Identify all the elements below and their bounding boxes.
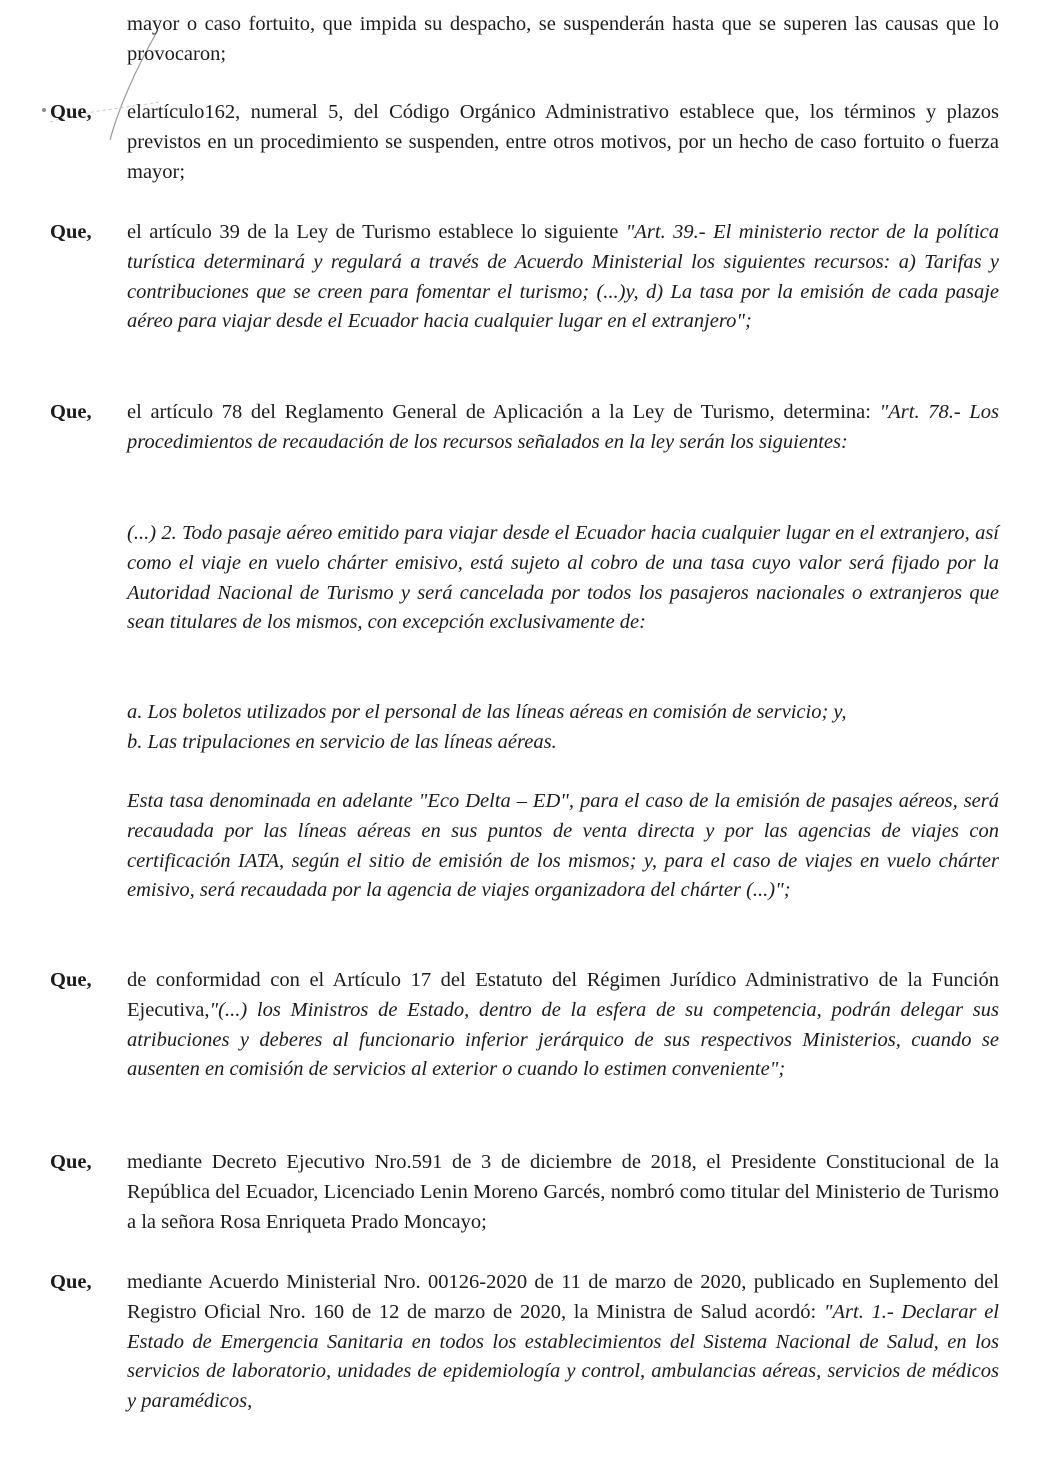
que-label-3: Que,	[50, 401, 92, 423]
considerando-4-text	[127, 966, 999, 1085]
considerando-6-text	[127, 1268, 999, 1417]
que-label-1: Que,	[50, 101, 92, 123]
considerando-6-quote: "Art. 1.- Declarar el Estado de Emergencia Sanitaria en todos los establecimientos del Sistema Nacional de Salud, en los servicios de laboratorio, unidades de epidemiología y control, ambulancias aéreas, servicios de médicos y paramédicos,	[127, 1300, 999, 1413]
considerando-4-quote: "(...) los Ministros de Estado, dentro de la esfera de su competencia, podrán delegar sus atribuciones y deberes al funcionario inferior jerárquico de sus respectivos Ministerios, cuando se ausenten en comisión de servicios al exterior o cuando lo estimen conveniente";	[127, 998, 999, 1081]
exception-item-a: a. Los boletos utilizados por el personal de las líneas aéreas en comisión de servicio; y,	[127, 701, 847, 723]
reglamento-quote-2: Esta tasa denominada en adelante "Eco Delta – ED", para el caso de la emisión de pasajes aéreos, será recaudada por las líneas aéreas en sus puntos de venta directa y por las agencias de viajes con certificación IATA, según el sitio de emisión de los mismos; y, para el caso de viajes en vuelo chárter emisivo, será recaudada por la agencia de viajes organizadora del chárter (...)";	[127, 790, 999, 902]
considerando-4-plain: de conformidad con el Artículo 17 del Estatuto del Régimen Jurídico Administrativo de la Función Ejecutiva,	[127, 969, 999, 1021]
exception-item-b: b. Las tripulaciones en servicio de las líneas aéreas.	[127, 731, 557, 753]
continuation-text: mayor o caso fortuito, que impida su despacho, se suspenderán hasta que se superen las causas que lo provocaron;	[127, 13, 999, 65]
considerando-2-plain: el artículo 39 de la Ley de Turismo establece lo siguiente	[127, 221, 626, 243]
que-label-2: Que,	[50, 221, 92, 243]
considerando-3-quote: "Art. 78.- Los procedimientos de recaudación de los recursos señalados en la ley serán los siguientes:	[127, 401, 999, 453]
considerando-1-text: elartículo162, numeral 5, del Código Orgánico Administrativo establece que, los términos y plazos previstos en un procedimiento se suspenden, entre otros motivos, por un hecho de caso fortuito o fuerza mayor;	[127, 101, 999, 183]
reglamento-quote-1: (...) 2. Todo pasaje aéreo emitido para viajar desde el Ecuador hacia cualquier lugar en el extranjero, así como el viaje en vuelo chárter emisivo, está sujeto al cobro de una tasa cuyo valor será fijado por la Autoridad Nacional de Turismo y será cancelada por todos los pasajeros nacionales o extranjeros que sean titulares de los mismos, con excepción exclusivamente de:	[127, 522, 999, 634]
considerando-2-text	[127, 218, 999, 337]
considerando-3-plain: el artículo 78 del Reglamento General de Aplicación a la Ley de Turismo, determina:	[127, 401, 880, 423]
que-label-4: Que,	[50, 969, 92, 991]
que-label-6: Que,	[50, 1271, 92, 1293]
considerando-3-text	[127, 398, 999, 458]
considerando-5-text: mediante Decreto Ejecutivo Nro.591 de 3 de diciembre de 2018, el Presidente Constitucional de la República del Ecuador, Licenciado Lenin Moreno Garcés, nombró como titular del Ministerio de Turismo a la señora Rosa Enriqueta Prado Moncayo;	[127, 1151, 999, 1233]
considerando-2-quote: "Art. 39.- El ministerio rector de la política turística determinará y regulará a través de Acuerdo Ministerial los siguientes recursos: a) Tarifas y contribuciones que se creen para fomentar el turismo; (...)y, d) La tasa por la emisión de cada pasaje aéreo para viajar desde el Ecuador hacia cualquier lugar en el extranjero";	[127, 221, 999, 333]
considerando-6-plain: mediante Acuerdo Ministerial Nro. 00126-2020 de 11 de marzo de 2020, publicado en Suplemento del Registro Oficial Nro. 160 de 12 de marzo de 2020, la Ministra de Salud acordó:	[127, 1271, 999, 1323]
que-label-5: Que,	[50, 1151, 92, 1173]
